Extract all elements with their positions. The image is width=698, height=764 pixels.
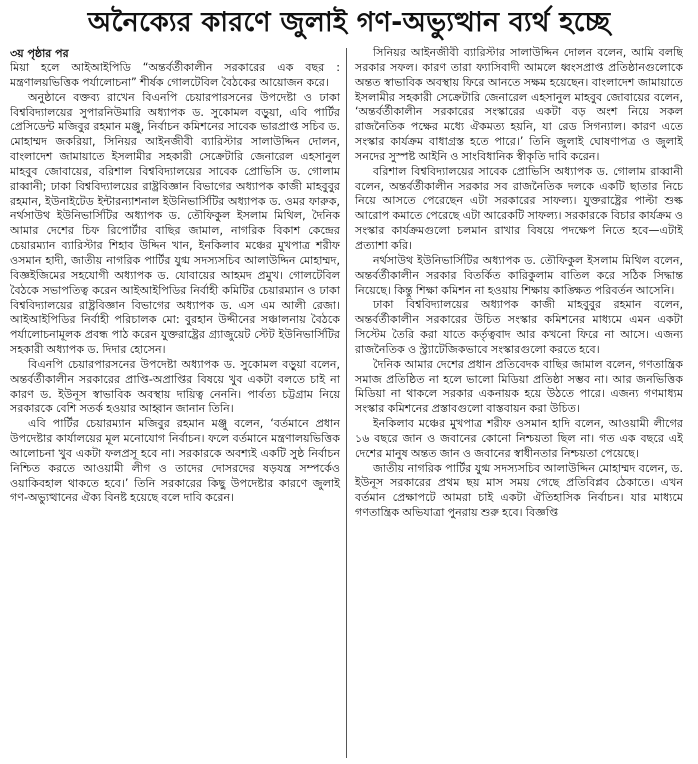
left-column bbox=[10, 46, 346, 758]
paragraph: বরিশাল বিশ্ববিদ্যালয়ের সাবেক প্রোভিসি অধ্যাপক ড. গোলাম রাব্বানী বলেন, অন্তর্বর্তীকালীন সরকার সব রাজনৈতিক দলকে একটি ছাতার নিচে নিয়ে আসতে পেরেছেন এটা সরকারের সাফল্য। যুক্তরাষ্ট্রের পাল্টা শুল্ক আরোপ কমাতে পেরেছে এটা আরেকটি সাফল্য। সরকারকে বিচার কার্যক্রম ও সংস্কার কার্যক্রমগুলো চলমান রাখার বিষয়ে পদক্ষেপ নিতে হবে—এটাই প্রত্যাশা করি। bbox=[355, 164, 683, 252]
headline: অনৈক্যের কারণে জুলাই গণ-অভ্যুত্থান ব্যর্থ হচ্ছে bbox=[87, 7, 611, 38]
paragraph: অনুষ্ঠানে বক্তব্য রাখেন বিএনপি চেয়ারপারসনের উপদেষ্টা ও ঢাকা বিশ্ববিদ্যালয়ের সুপারনিউমারি অধ্যাপক ড. সুকোমল বড়ুয়া, এবি পার্টির প্রেসিডেন্ট মজিবুর রহমান মঞ্জু, নির্বাচন কমিশনের সাবেক ভারপ্রাপ্ত সচিব ড. মোহাম্মদ জকরিয়া, সিনিয়র আইনজীবী ব্যারিস্টার সালাউদ্দিন দোলন, বাংলাদেশ জামায়াতে ইসলামীর সহকারী সেক্রেটারি জেনারেল এহসানুল মাহবুব জোবায়ের, বরিশাল বিশ্ববিদ্যালয়ের সাবেক প্রোভিসি ড. গোলাম রাব্বানী; ঢাকা বিশ্ববিদ্যালয়ের রাষ্ট্রবিজ্ঞান বিভাগের অধ্যাপক কাজী মাহবুবুর রহমান, ইউনাইটেড ইন্টারন্যাশনাল ইউনিভার্সিটির অধ্যাপক ড. ওমর ফারুক, নর্থসাউথ ইউনিভার্সিটির অধ্যাপক ড. তৌফিকুল ইসলাম মিথিল, দৈনিক আমার দেশের চিফ রিপোর্টার বাছির জামাল, নাগরিক বিকাশ কেন্দ্রের চেয়ারম্যান ব্যারিস্টার শিহাব উদ্দিন খান, ইনকিলাব মঞ্চের মুখপাত্র শরীফ ওসমান হাদী, জাতীয় নাগরিক পার্টির যুগ্ম সদস্যসচিব আলাউদ্দিন মোহাম্মদ, বিজ্ঞইজিমের সহযোগী অধ্যাপক ড. যোবায়ের আহমদ প্রমুখ। গোলটেবিল বৈঠকে সভাপতিত্ব করেন আইআইপিডির নির্বাহী কমিটির চেয়ারম্যান ও ঢাকা বিশ্ববিদ্যালয়ের রাষ্ট্রবিজ্ঞান বিভাগের অধ্যাপক ড. এস এম আলী রেজা। আইআইপিডির নির্বাহী পরিচালক মো: বুরহান উদ্দীনের সঞ্চালনায় বৈঠকে পর্যালোচনামূলক প্রবন্ধ পাঠ করেন যুক্তরাষ্ট্রের গ্র্যাজুয়েট স্টেট ইউনিভার্সিটির সহকারী অধ্যাপক ড. দিদার হোসেন। bbox=[10, 90, 340, 357]
article-body bbox=[10, 46, 688, 758]
paragraph: ইনকিলাব মঞ্চের মুখপাত্র শরীফ ওসমান হাদি বলেন, আওয়ামী লীগের ১৬ বছরে জান ও জবানের কোনো নিশ্চয়তা ছিল না। গত এক বছরে এই দেশের মানুষ অন্তত জান ও জবানের স্বাধীনতার নিশ্চয়তা পেয়েছে। bbox=[355, 417, 683, 460]
paragraph: ঢাকা বিশ্ববিদ্যালয়ের অধ্যাপক কাজী মাহবুবুর রহমান বলেন, অন্তর্বর্তীকালীন সরকারের উচিত সংস্কার কমিশনের মাধ্যমে এমন একটা সিস্টেম তৈরি করা যাতে কর্তৃত্ববাদ আর কখনো ফিরে না আসে। এজন্য রাজনৈতিক ও স্ট্র্যাটেজিকভাবে সংস্কারগুলো করতে হবে। bbox=[355, 298, 683, 356]
right-column bbox=[347, 46, 683, 758]
paragraph: মিয়া হলে আইআইপিডি “অন্তর্বর্তীকালীন সরকারের এক বছর : মন্ত্রণালয়ভিত্তিক পর্যালোচনা” শীর্ষক গোলটেবিল বৈঠকের আয়োজন করে। bbox=[10, 61, 340, 89]
paragraph: এবি পার্টির চেয়ারম্যান মজিবুর রহমান মঞ্জু বলেন, ‘বর্তমানে প্রধান উপদেষ্টার কার্যালয়ের মূল মনোযোগ নির্বাচন। ফলে বর্তমানে মন্ত্রণালয়ভিত্তিক আলোচনা খুব একটা ফলপ্রসূ হবে না। সরকারকে অবশ্যই একটি সুষ্ঠ নির্বাচন নিশ্চিত করতে আওয়ামী লীগ ও তাদের দোসরদের ষড়যন্ত্র সম্পর্কেও ওয়াকিবহাল থাকতে হবে।’ তিনি সরকারের কিছু উপদেষ্টার কারণে জুলাই গণ-অভ্যুত্থানের ঐক্য বিনষ্ট হয়েছে বলে দাবি করেন। bbox=[10, 417, 340, 505]
continuation-kicker: ৩য় পৃষ্ঠার পর bbox=[10, 47, 69, 60]
paragraph: জাতীয় নাগরিক পার্টির যুগ্ম সদস্যসচিব আলাউদ্দিন মোহাম্মদ বলেন, ড. ইউনূস সরকারের প্রথম ছয় মাস সময় গেছে প্রতিবিপ্লব ঠেকাতে। এখন বর্তমান প্রেক্ষাপটে আমরা চাই একটা ঐতিহাসিক নির্বাচন। যার মাধ্যমে গণতান্ত্রিক অভিযাত্রা পুনরায় শুরু হবে। বিজ্ঞপ্তি bbox=[355, 461, 683, 520]
paragraph: সিনিয়র আইনজীবী ব্যারিস্টার সালাউদ্দিন দোলন বলেন, আমি বলছি সরকার সফল। কারণ তারা ফ্যাসিবাদী আমলে ধ্বংসপ্রাপ্ত প্রতিষ্ঠানগুলোকে অন্তত স্বাভাবিক অবস্থায় ফিরে আনতে সক্ষম হয়েছেন। বাংলাদেশ জামায়াতে ইসলামীর সহকারী সেক্রেটারি জেনারেল এহসানুল মাহবুব জোবায়ের বলেন, ‘অন্তর্বর্তীকালীন সরকারের সংস্কারের একটা বড় অংশ নিয়ে সকল রাজনৈতিক পক্ষের মধ্যে ঐকমত্য হয়নি, যা রেড সিগন্যাল। কারণ এতে সংস্কার কার্যক্রম বাধাগ্রস্ত হতে পারে।’ তিনি জুলাই ঘোষণাপত্র ও জুলাই সনদের সুস্পষ্ট আইনি ও সাংবিধানিক স্বীকৃতি দাবি করেন। bbox=[355, 46, 683, 163]
paragraph: বিএনপি চেয়ারপারসনের উপদেষ্টা অধ্যাপক ড. সুকোমল বড়ুয়া বলেন, অন্তর্বর্তীকালীন সরকারের প্রাপ্তি-অপ্রাপ্তির বিষয়ে খুব একটা বলতে চাই না কারণ ড. ইউনূস স্বাভাবিক অবস্থায় দায়িত্ব নেননি। পার্বত্য চট্টগ্রাম নিয়ে সরকারকে বেশি সতর্ক হওয়ার আহ্বান জানান তিনি। bbox=[10, 357, 340, 416]
paragraph: দৈনিক আমার দেশের প্রধান প্রতিবেদক বাছির জামাল বলেন, গণতান্ত্রিক সমাজ প্রতিষ্ঠিত না হলে ভালো মিডিয়া প্রতিষ্ঠা সম্ভব না। আর জনভিত্তিক মিডিয়া না থাকলে সরকার একনায়ক হয়ে উঠতে পারে। এজন্য গণমাধ্যম সংস্কার কমিশনের প্রস্তাবগুলো বাস্তবায়ন করা উচিত। bbox=[355, 357, 683, 416]
paragraph: নর্থসাউথ ইউনিভার্সিটির অধ্যাপক ড. তৌফিকুল ইসলাম মিথিল বলেন, অন্তর্বর্তীকালীন সরকার বিতর্কিত কারিকুলাম বাতিল করে সঠিক সিদ্ধান্ত নিয়েছে। কিন্তু শিক্ষা কমিশন না হওয়ায় শিক্ষায় কাঙ্ক্ষিত পরিবর্তন আসেনি। bbox=[355, 253, 683, 297]
